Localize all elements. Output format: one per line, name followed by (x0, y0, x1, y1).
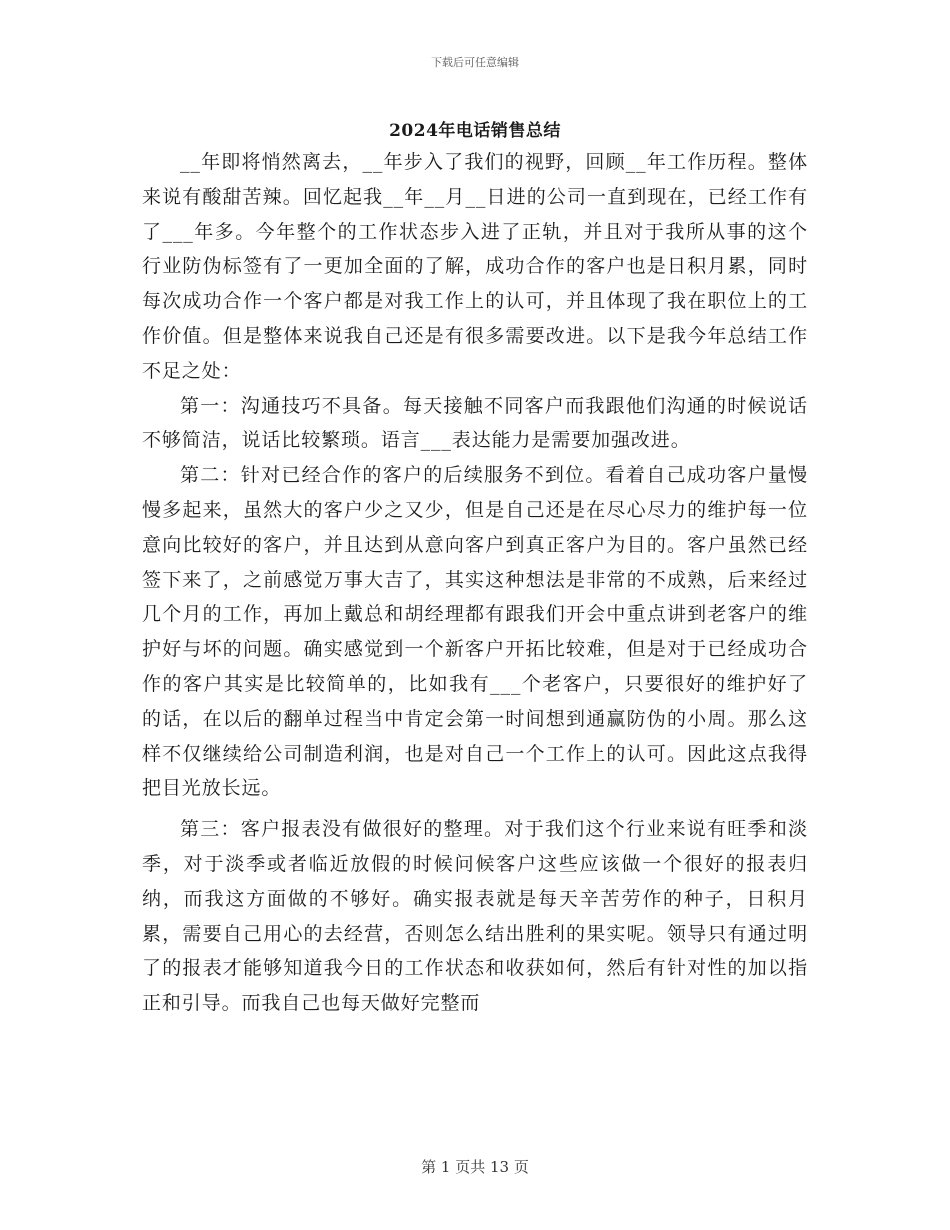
paragraph-point-3: 第三：客户报表没有做很好的整理。对于我们这个行业来说有旺季和淡季，对于淡季或者临近放假的时候问候客户这些应该做一个很好的报表归纳，而我这方面做的不够好。确实报表就是每天辛苦劳作的种子，日积月累，需要自己用心的去经营，否则怎么结出胜利的果实呢。领导只有通过明了的报表才能够知道我今日的工作状态和收获如何，然后有针对性的加以指正和引导。而我自己也每天做好完整而 (142, 818, 808, 1015)
document-title: 2024年电话销售总结 (389, 121, 561, 141)
paragraph-point-2: 第二：针对已经合作的客户的后续服务不到位。看着自己成功客户量慢慢多起来，虽然大的客户少之又少，但是自己还是在尽心尽力的维护每一位意向比较好的客户，并且达到从意向客户到真正客户为目的。客户虽然已经签下来了，之前感觉万事大吉了，其实这种想法是非常的不成熟，后来经过几个月的工作，再加上戴总和胡经理都有跟我们开会中重点讲到老客户的维护好与坏的问题。确实感觉到一个新客户开拓比较难，但是对于已经成功合作的客户其实是比较简单的，比如我有___个老客户，只要很好的维护好了的话，在以后的翻单过程当中肯定会第一时间想到通赢防伪的小周。那么这样不仅继续给公司制造利润，也是对自己一个工作上的认可。因此这点我得把目光放长远。 (142, 464, 808, 800)
document-body (142, 145, 808, 1021)
header-note: 下载后可任意编辑 (431, 56, 519, 69)
paragraph-intro: __年即将悄然离去，__年步入了我们的视野，回顾__年工作历程。整体来说有酸甜苦辣。回忆起我__年__月__日进的公司一直到现在，已经工作有了___年多。今年整个的工作状态步入进了正轨，并且对于我所从事的这个行业防伪标签有了一更加全面的了解，成功合作的客户也是日积月累，同时每次成功合作一个客户都是对我工作上的认可，并且体现了我在职位上的工作价值。但是整体来说我自己还是有很多需要改进。以下是我今年总结工作不足之处： (142, 151, 808, 382)
paragraph-point-1: 第一：沟通技巧不具备。每天接触不同客户而我跟他们沟通的时候说话不够简洁，说话比较繁琐。语言___表达能力是需要加强改进。 (142, 394, 808, 452)
page-number: 第 1 页共 13 页 (421, 1158, 529, 1176)
